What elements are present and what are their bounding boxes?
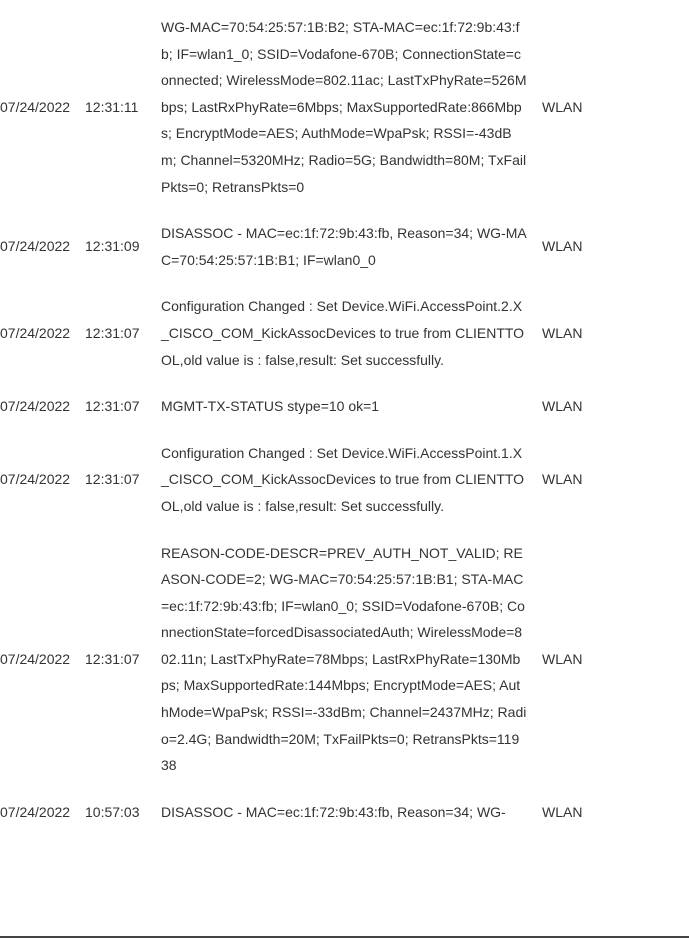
- log-message: MGMT-TX-STATUS stype=10 ok=1: [161, 398, 380, 415]
- log-time: 12:31:09: [85, 238, 140, 255]
- table-row: [0, 383, 689, 430]
- table-row: [0, 789, 689, 836]
- log-date: 07/24/2022: [0, 238, 71, 255]
- log-type: WLAN: [542, 650, 583, 667]
- log-date: 07/24/2022: [0, 324, 71, 341]
- log-message: Configuration Changed : Set Device.WiFi.AccessPoint.1.X_CISCO_COM_KickAssocDevices to true from CLIENTTOOL,old value is : false,result: Set successfully.: [161, 444, 525, 514]
- log-type: WLAN: [542, 471, 583, 488]
- log-type: WLAN: [542, 238, 583, 255]
- table-row: [0, 530, 689, 789]
- log-type: WLAN: [542, 98, 583, 115]
- table-row: [0, 0, 689, 210]
- log-time: 12:31:07: [85, 650, 140, 667]
- log-date: 07/24/2022: [0, 650, 71, 667]
- log-type: WLAN: [542, 398, 583, 415]
- log-message: DISASSOC - MAC=ec:1f:72:9b:43:fb, Reason=34; WG-MAC=70:54:25:57:1B:B1; IF=wlan0_0: [161, 225, 527, 268]
- log-time: 12:31:11: [85, 98, 139, 115]
- log-time: 12:31:07: [85, 398, 140, 415]
- table-row: [0, 283, 689, 383]
- log-message: DISASSOC - MAC=ec:1f:72:9b:43:fb, Reason=34; WG-: [161, 803, 506, 820]
- log-type: WLAN: [542, 803, 583, 820]
- table-row: [0, 430, 689, 530]
- log-date: 07/24/2022: [0, 98, 71, 115]
- log-message: WG-MAC=70:54:25:57:1B:B2; STA-MAC=ec:1f:72:9b:43:fb; IF=wlan1_0; SSID=Vodafone-670B; ConnectionState=connected; WirelessMode=802.11ac; LastTxPhyRate=526Mbps; LastRxPhyRate=6Mbps; MaxSupportedRate:866Mbps; EncryptMode=AES; AuthMode=WpaPsk; RSSI=-43dBm; Channel=5320MHz; Radio=5G; Bandwidth=80M; TxFailPkts=0; RetransPkts=0: [161, 19, 527, 195]
- log-time: 12:31:07: [85, 471, 140, 488]
- log-time: 12:31:07: [85, 324, 140, 341]
- log-message: REASON-CODE-DESCR=PREV_AUTH_NOT_VALID; REASON-CODE=2; WG-MAC=70:54:25:57:1B:B1; STA-MAC=ec:1f:72:9b:43:fb; IF=wlan0_0; SSID=Vodafone-670B; ConnectionState=forcedDisassociatedAuth; WirelessMode=802.11n; LastTxPhyRate=78Mbps; LastRxPhyRate=130Mbps; MaxSupportedRate:144Mbps; EncryptMode=AES; AuthMode=WpaPsk; RSSI=-33dBm; Channel=2437MHz; Radio=2.4G; Bandwidth=20M; TxFailPkts=0; RetransPkts=11938: [161, 544, 527, 774]
- log-date: 07/24/2022: [0, 398, 71, 415]
- log-type: WLAN: [542, 324, 583, 341]
- table-row: [0, 210, 689, 283]
- log-date: 07/24/2022: [0, 803, 71, 820]
- log-message: Configuration Changed : Set Device.WiFi.AccessPoint.2.X_CISCO_COM_KickAssocDevices to true from CLIENTTOOL,old value is : false,result: Set successfully.: [161, 298, 525, 368]
- log-date: 07/24/2022: [0, 471, 71, 488]
- log-time: 10:57:03: [85, 803, 140, 820]
